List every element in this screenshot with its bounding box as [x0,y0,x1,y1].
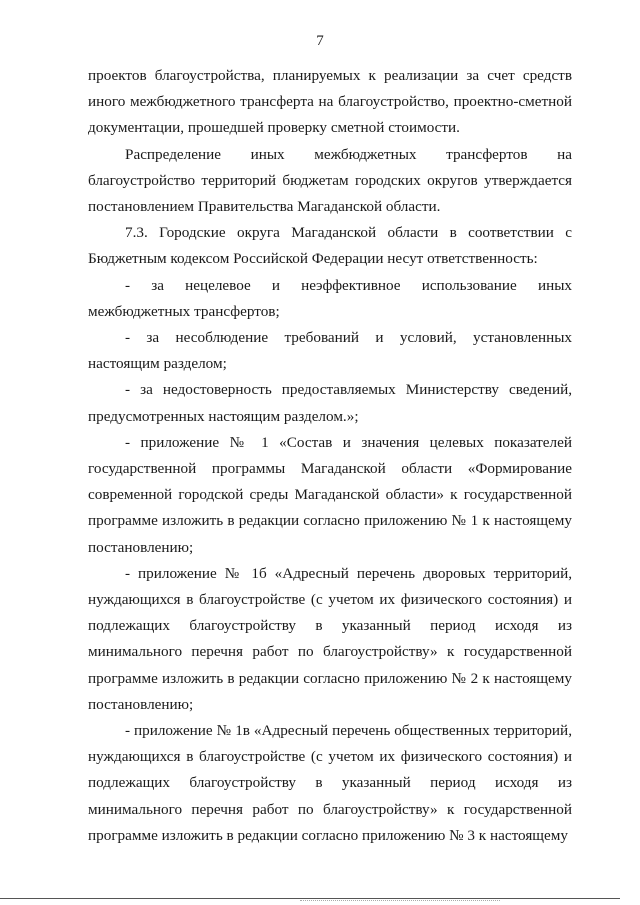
page-number: 7 [316,33,324,49]
paragraph-continuation: проектов благоустройства, планируемых к реализации за счет средств иного межбюджетного трансферта на благоустройство, проектно-сметной документации, прошедшей проверку сметной стоимости. [88,67,572,137]
list-item-appendix-1v: - приложение № 1в «Адресный перечень общественных территорий, нуждающихся в благоустройстве (с учетом их физического состояния) и подлежащих благоустройству в указанный период исходя из минимального перечня работ по благоустройству» к государственной программе изложить в редакции согласно приложению № 3 к настоящему [88,722,572,844]
bottom-scan-edge [0,898,620,899]
list-item-noncompliance: - за несоблюдение требований и условий, установленных настоящим разделом; [88,329,572,373]
paragraph-distribution: Распределение иных межбюджетных трансфертов на благоустройство территорий бюджетам городских округов утверждается постановлением Правительства Магаданской области. [88,145,572,216]
document-body [88,63,572,849]
bottom-scan-artifact [300,900,500,901]
list-item-misuse: - за нецелевое и неэффективное использование иных межбюджетных трансфертов; [88,276,572,320]
list-item-inaccuracy: - за недостоверность предоставляемых Министерству сведений, предусмотренных настоящим разделом.»; [88,381,572,425]
list-item-appendix-1b: - приложение № 1б «Адресный перечень дворовых территорий, нуждающихся в благоустройстве (с учетом их физического состояния) и подлежащих благоустройству в указанный период исходя из минимального перечня работ по благоустройству» к государственной программе изложить в редакции согласно приложению № 2 к настоящему постановлению; [88,564,572,713]
list-item-appendix-1: - приложение № 1 «Состав и значения целевых показателей государственной программы Магаданской области «Формирование современной городской среды Магаданской области» к государственной программе изложить в редакции согласно приложению № 1 к настоящему постановлению; [88,433,572,556]
paragraph-clause-7-3: 7.3. Городские округа Магаданской области в соответствии с Бюджетным кодексом Российской Федерации несут ответственность: [88,224,572,268]
